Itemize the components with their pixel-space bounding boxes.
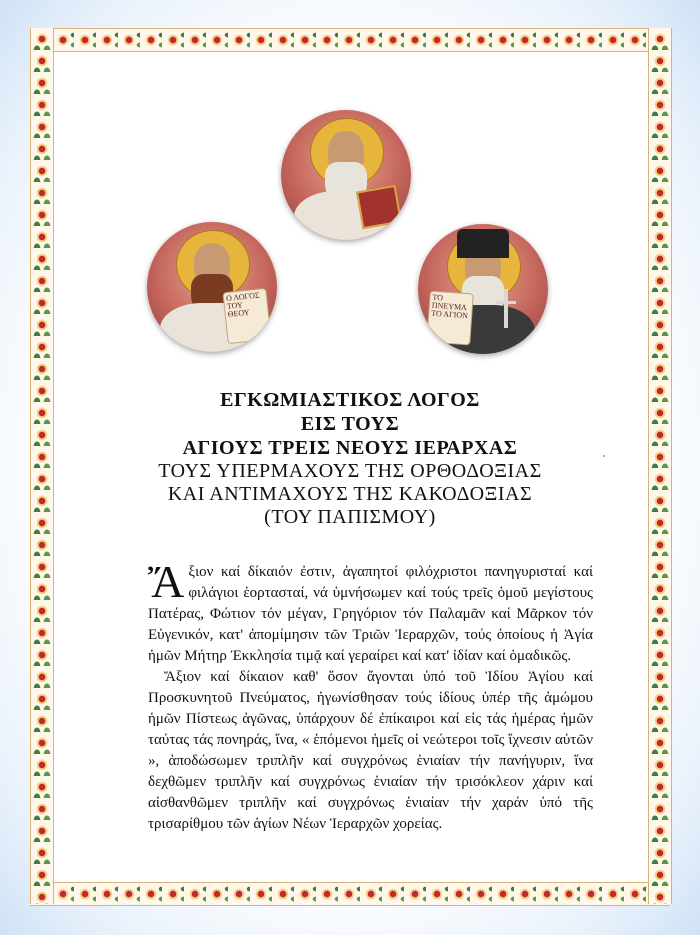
- ornamental-border-top: [30, 28, 670, 52]
- title-line-1: ΕΓΚΩΜΙΑΣΤΙΚΟΣ ΛΟΓΟΣ: [220, 389, 480, 411]
- ornamental-border-right: [648, 28, 672, 904]
- speck: [603, 455, 605, 457]
- paragraph-1-text: ξιον καί δίκαιόν ἐστιν, ἀγαπητοί φιλόχριστοι πανηγυρισταί καί φιλάγιοι ἑορτασταί, νά ὑμνήσωμεν καί τούς τρεῖς ὁμοῦ μεγίστους Πατέρας, Φώτιον τόν μέγαν, Γρηγόριον τόν Παλαμᾶν καί Μᾶρκον τόν Εὐγενικόν, κατ' ἀπομίμησιν τῶν Τριῶν Ἱεραρχῶν, τούς ὁποίους ἡ Ἁγία ἡμῶν Μήτηρ Ἐκκλησία τιμᾷ καί γεραίρει καί κατ' ἰδίαν καί ὁμαδικῶς.: [148, 564, 593, 664]
- cross-icon: [504, 289, 508, 328]
- title-line-3: ΑΓΙΟΥΣ ΤΡΕΙΣ ΝΕΟΥΣ ΙΕΡΑΡΧΑΣ: [182, 437, 518, 459]
- gospel-book-icon: [356, 185, 402, 229]
- saint-right-icon: [418, 224, 548, 354]
- monastic-hat: [457, 229, 509, 258]
- title-line-2: ΕΙΣ ΤΟΥΣ: [300, 413, 400, 435]
- ornamental-border-left: [30, 28, 54, 904]
- paragraph-1: [148, 556, 593, 667]
- scroll: ΤΟ ΠΝΕΥΜΑ ΤΟ ΑΓΙΟΝ: [427, 290, 475, 345]
- title-block: [60, 388, 640, 529]
- subtitle-line-3: (ΤΟΥ ΠΑΠΙΣΜΟΥ): [264, 506, 436, 528]
- ornamental-border-bottom: [30, 882, 670, 906]
- body-text: [148, 556, 593, 835]
- drop-cap: Ἄ: [148, 556, 185, 607]
- scroll: Ο ΛΟΓΟΣ ΤΟΥ ΘΕΟΥ: [222, 287, 271, 343]
- paragraph-2: Ἄξιον καί δίκαιον καθ' ὅσον ἄγονται ὑπό τοῦ Ἰδίου Ἁγίου καί Προσκυνητοῦ Πνεύματος, ἠγωνίσθησαν τούς ἰδίους ὑπέρ τῆς ἀμώμου ἡμῶν Πίστεως ἀγῶνας, ὑπάρχουν δέ ἐπίκαιροι καί εἰς τάς ἡμέρας ἡμῶν ταύτας τάς πονηράς, ἵνα, « ἑπόμενοι ἡμεῖς οἱ νεώτεροι τοῖς ἴχνεσιν αὐτῶν », ἀποδώσωμεν τριπλῆν καί συγχρόνως ἑνιαίαν τήν πανήγυριν, ἵνα δεχθῶμεν τριπλῆν καί συγχρόνως ἑνιαίαν τήν τρισόκλεον χάριν καί αἰσθανθῶμεν τριπλῆν καί συγχρόνως ἑνιαίαν τήν χαράν ὑπό τῆς τρισαρίθμου τῶν ἁγίων Νέων Ἱεραρχῶν χορείας.: [148, 669, 593, 832]
- saint-left-icon: [147, 222, 277, 352]
- subtitle-line-2: ΚΑΙ ΑΝΤΙΜΑΧΟΥΣ ΤΗΣ ΚΑΚΟΔΟΞΙΑΣ: [167, 483, 533, 505]
- subtitle-line-1: ΤΟΥΣ ΥΠΕΡΜΑΧΟΥΣ ΤΗΣ ΟΡΘΟΔΟΞΙΑΣ: [158, 460, 542, 482]
- saint-center-icon: [281, 110, 411, 240]
